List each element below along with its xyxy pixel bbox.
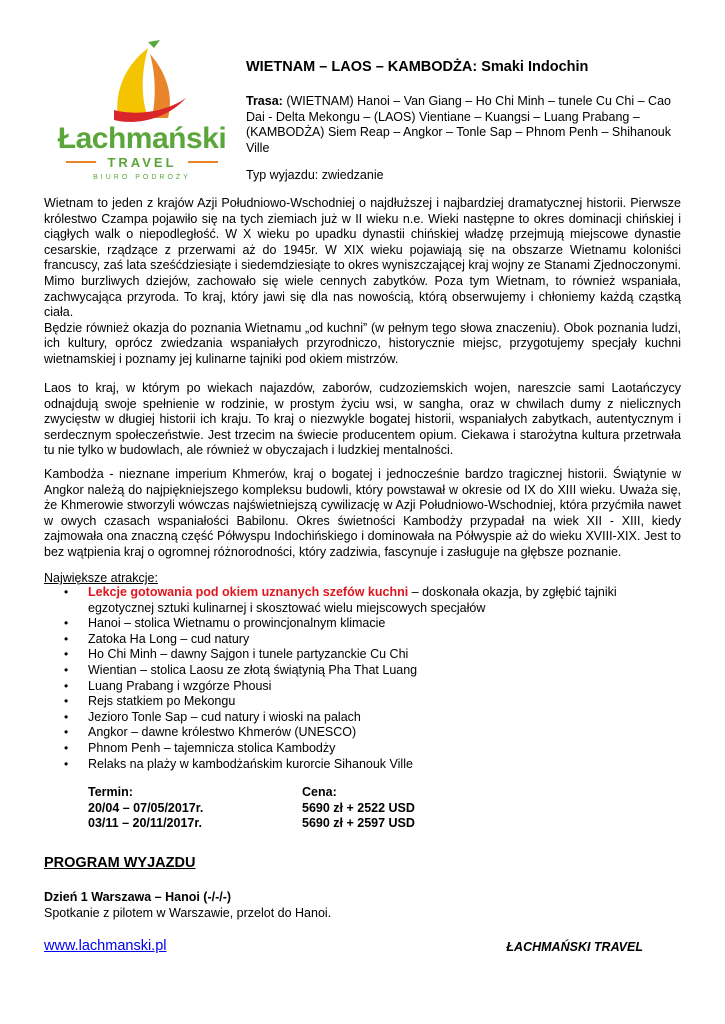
list-item-text: Phnom Penh – tajemnicza stolica Kambodży: [88, 740, 336, 755]
bullet-icon: •: [64, 585, 69, 599]
list-item: [44, 663, 684, 679]
logo-travel: TRAVEL: [107, 155, 177, 170]
list-item-text: Luang Prabang i wzgórze Phousi: [88, 678, 272, 693]
bullet-icon: •: [64, 631, 69, 646]
bullet-icon: •: [64, 678, 69, 693]
price-header: Cena:: [302, 785, 337, 799]
list-item: [44, 710, 684, 726]
list-item: [44, 679, 684, 695]
list-item-text: Ho Chi Minh – dawny Sajgon i tunele partyzanckie Cu Chi: [88, 647, 409, 662]
program-heading: PROGRAM WYJAZDU: [44, 855, 196, 871]
list-item: [44, 616, 684, 632]
vietnam-history-text: Wietnam to jeden z krajów Azji Południowo-Wschodniej o najdłuższej i najbardziej dramatycznej historii. Pierwsze królestwo Czampa pojawiło się na tych ziemiach już w II wieku n.e. Wieki następne to okres dominacji chińskiej i ciągłych walk o niepodległość. W X wieku po upadku dynastii chińskiej władzę przejmują miejscowe dynastie cesarskie, rządzące z przerwami aż do 1945r. W XIX wieku pojawiają się na obszarze Wietnamu koloniści francuscy, zaś lata sześćdziesiąte i siedemdziesiąte to okres wyniszczającej kraj wojny ze Stanami Zjednoczonymi. Mimo burzliwych dziejów, zachowało się wiele cennych zabytków. Poza tym Wietnam, to również wspaniała, zachwycająca przyroda. To kraj, który jawi się dla nas nowością, którą obserwujemy i chłoniemy każdą cząstką ciała.: [44, 196, 681, 320]
logo-wordmark: Łachmański: [57, 122, 227, 155]
logo-tagline: BIURO PODRÓŻY: [93, 174, 191, 181]
list-item-text: Jezioro Tonle Sap – cud natury i wioski na palach: [88, 709, 361, 724]
company-logo: [56, 40, 228, 190]
list-item: [44, 741, 684, 757]
day1-title: Dzień 1 Warszawa – Hanoi (-/-/-): [44, 890, 232, 904]
bullet-icon: •: [64, 740, 69, 755]
bullet-icon: •: [64, 616, 69, 631]
list-item-text: Angkor – dawne królestwo Khmerów (UNESCO): [88, 725, 357, 740]
list-item-text: Rejs statkiem po Mekongu: [88, 694, 236, 709]
list-item: [44, 694, 684, 710]
sail-logo-icon: [56, 40, 228, 130]
price-column: [302, 785, 502, 832]
list-item: [44, 725, 684, 741]
logo-divider-right: [188, 161, 218, 163]
bullet-icon: •: [64, 709, 69, 724]
website-link[interactable]: www.lachmanski.pl: [44, 938, 167, 954]
vietnam-paragraph: [44, 196, 681, 368]
route-description: [246, 94, 686, 156]
route-text: (WIETNAM) Hanoi – Van Giang – Ho Chi Minh – tunele Cu Chi – Cao Dai - Delta Mekongu – (LAOS) Vientiane – Kuangsi – Luang Prabang – (KAMBODŻA) Siem Reap – Angkor – Tonle Sap – Phnom Penh – Shihanouk Ville: [246, 94, 672, 155]
price-value: 5690 zł + 2522 USD: [302, 800, 415, 815]
price-value: 5690 zł + 2597 USD: [302, 816, 415, 830]
list-item-text: Hanoi – stolica Wietnamu o prowincjonalnym klimacie: [88, 616, 386, 631]
list-item: [44, 585, 684, 616]
laos-paragraph: Laos to kraj, w którym po wiekach najazdów, zaborów, cudzoziemskich wojen, nareszcie sami Laotańczycy odnajdują swoje spełnienie w rodzinie, w prostym życiu wsi, w sangha, oraz w chwilach dumy z nielicznych zwycięstw w długiej historii ich kraju. To kraj o niezwykle bogatej historii, wspaniałych zabytkach, autentycznym i serdecznym społeczeństwie. Jest trzecim na świecie producentem opium. Ciekawa i starożytna kultura przetrwała tu nie tylko w budowlach, ale również w obyczajach i ludzkiej mentalności.: [44, 381, 681, 458]
bullet-icon: •: [64, 725, 69, 740]
list-item-text: Zatoka Ha Long – cud natury: [88, 631, 250, 646]
term-column: [88, 785, 288, 832]
term-value: 20/04 – 07/05/2017r.: [88, 800, 204, 815]
highlight-rest: – doskonała okazja, by zgłębić tajniki egzotycznej sztuki kulinarnej i skosztować wielu miejscowych specjałów: [88, 585, 617, 615]
day1-description: Spotkanie z pilotem w Warszawie, przelot do Hanoi.: [44, 906, 332, 920]
bullet-icon: •: [64, 756, 69, 771]
term-header: Termin:: [88, 785, 133, 799]
vietnam-cuisine-text: Będzie również okazja do poznania Wietnamu „od kuchni” (w pełnym tego słowa znaczeniu). Obok poznania ludzi, ich kultury, oprócz zwiedzania wspaniałych przyrodniczo, historycznie miejsc, przygotujemy specjały kuchni wietnamskiej i poznamy jej kulinarne tajniki pod okiem mistrzów.: [44, 320, 681, 366]
page-title: WIETNAM – LAOS – KAMBODŻA: Smaki Indochin: [246, 59, 589, 75]
cambodia-paragraph: Kambodża - nieznane imperium Khmerów, kraj o bogatej i jednocześnie bardzo tragicznej historii. Świątynie w Angkor należą do najpiękniejszego kompleksu budowli, który powstawał w okresie od IX do XIII wieku. Uważa się, że Khmerowie stworzyli wówczas najświetniejszą cywilizację w Azji Południowo-Wschodniej, która przyćmiła nawet w owych czasach wspaniałości Babilonu. Okres świetności Kambodży przypadał na wiek XII - XIII, kiedy zajmowała ona znaczną część Półwyspu Indochińskiego i dominowała na Półwyspie aż do wieku XVIII-XIX. Jest to bez wątpienia kraj o ogromnej różnorodności, który zadziwia, fascynuje i zasługuje na głębsze poznanie.: [44, 467, 681, 559]
list-item: [44, 632, 684, 648]
bullet-icon: •: [64, 662, 69, 677]
trip-type: Typ wyjazdu: zwiedzanie: [246, 168, 384, 182]
attractions-list: [44, 585, 684, 772]
list-item: [44, 647, 684, 663]
term-value: 03/11 – 20/11/2017r.: [88, 816, 203, 830]
route-label: Trasa:: [246, 94, 283, 108]
footer-brand: ŁACHMAŃSKI TRAVEL: [506, 940, 643, 954]
list-item-text: Wientian – stolica Laosu ze złotą świątynią Pha That Luang: [88, 662, 418, 677]
list-item-text: Relaks na plaży w kambodżańskim kurorcie Sihanouk Ville: [88, 756, 413, 771]
highlight-text: Lekcje gotowania pod okiem uznanych szefów kuchni: [88, 585, 409, 599]
bullet-icon: •: [64, 647, 69, 662]
list-item: [44, 757, 684, 773]
attractions-heading: Największe atrakcje:: [44, 571, 158, 585]
bullet-icon: •: [64, 694, 69, 709]
